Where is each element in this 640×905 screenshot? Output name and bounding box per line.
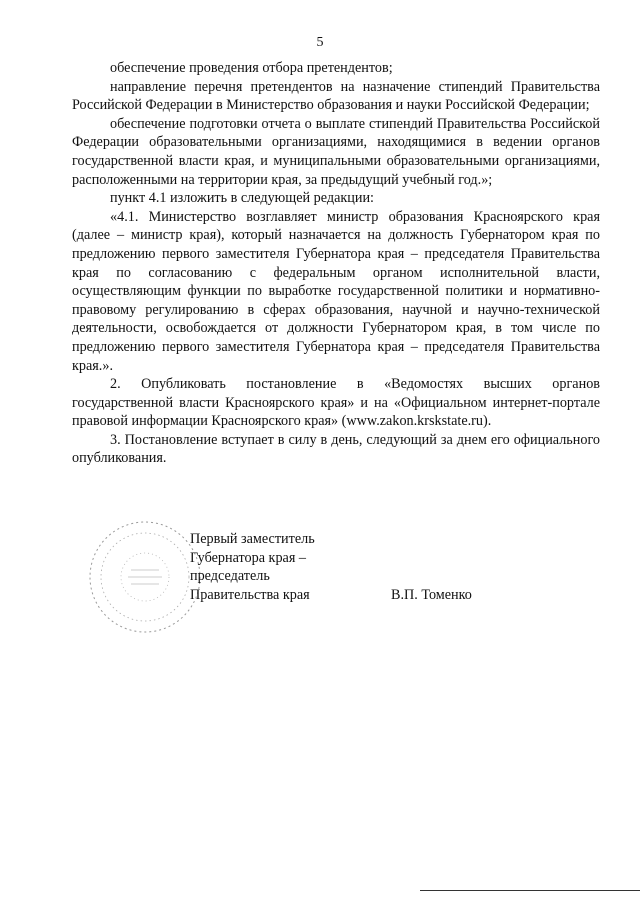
paragraph: «4.1. Министерство возглавляет министр образования Красноярского края (далее – министр края), который назначается на должность Губернатором края по предложению первого заместителя Губернатора края – председателя Правительства края по согласованию с федеральным органом исполнительной власти, осуществляющим функции по выработке государственной политики и нормативно-правовому регулированию в сферах образования, научной и научно-технической деятельности, освобождается от должности Губернатором края, в том числе по предложению первого заместителя Губернатора края – председателя Правительства края.».	[72, 208, 600, 374]
signatory-title-line: Губернатора края –	[190, 549, 307, 566]
signatory-title-line: Первый заместитель	[190, 531, 315, 547]
signatory-title-line: Правительства края	[190, 586, 310, 603]
paragraph: пункт 4.1 изложить в следующей редакции:	[110, 190, 374, 207]
official-seal-stamp	[86, 518, 204, 636]
document-body	[72, 59, 600, 468]
paragraph: обеспечение подготовки отчета о выплате стипендий Правительства Российской Федерации образовательными организациями, находящимися в ведении органов государственной власти края, и муниципальными образовательными организациями, расположенными на территории края, за предыдущий учебный год.»;	[72, 115, 600, 188]
footer-rule	[420, 890, 640, 891]
signatory-title-line: председатель	[190, 568, 270, 585]
paragraph: направление перечня претендентов на назначение стипендий Правительства Российской Федерации в Министерство образования и науки Российской Федерации;	[72, 78, 600, 114]
paragraph: обеспечение проведения отбора претендентов;	[110, 60, 393, 76]
paragraph: 2. Опубликовать постановление в «Ведомостях высших органов государственной власти Красноярского края» и на «Официальном интернет-портале правовой информации Красноярского края» (www.zakon.krskstate.ru).	[72, 376, 600, 430]
page-number: 5	[316, 35, 324, 50]
signatory-title	[190, 530, 315, 604]
signatory-name: В.П. Томенко	[391, 587, 472, 603]
paragraph: 3. Постановление вступает в силу в день, следующий за днем его официального опубликования.	[72, 431, 600, 467]
